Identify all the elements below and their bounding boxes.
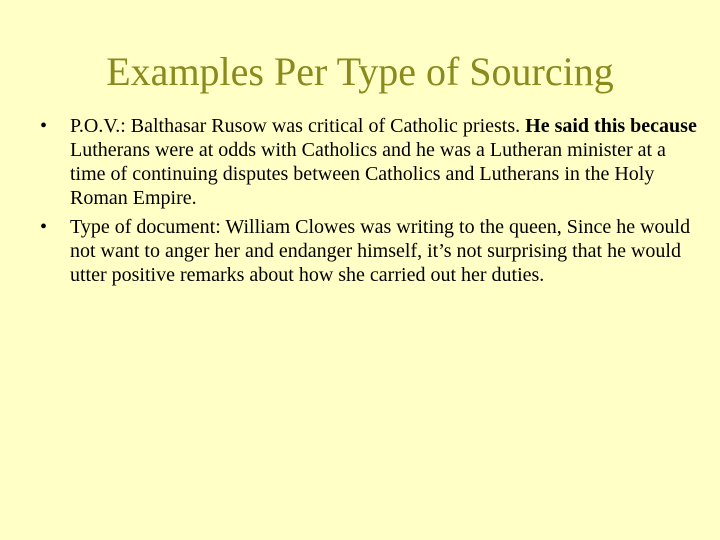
bullet-icon: • (40, 216, 48, 238)
slide-title: Examples Per Type of Sourcing (106, 49, 614, 94)
bullet-item-document-type (30, 215, 700, 287)
bullet-text-end: Lutherans were at odds with Catholics and he was a Lutheran minister at a time of continuing disputes between Catholics and Lutherans in the Holy Roman Empire. (70, 139, 666, 209)
bullet-text-start: P.O.V.: Balthasar Rusow was critical of Catholic priests. (70, 115, 526, 137)
bullet-icon: • (40, 115, 48, 137)
bullet-item-pov (30, 114, 700, 210)
bullet-bold-phrase: He said this because (525, 115, 697, 137)
bullet-text: Type of document: William Clowes was writing to the queen, Since he would not want to anger her and endanger himself, it’s not surprising that he would utter positive remarks about how she carried out her duties. (70, 216, 691, 286)
bullet-list (30, 114, 700, 292)
